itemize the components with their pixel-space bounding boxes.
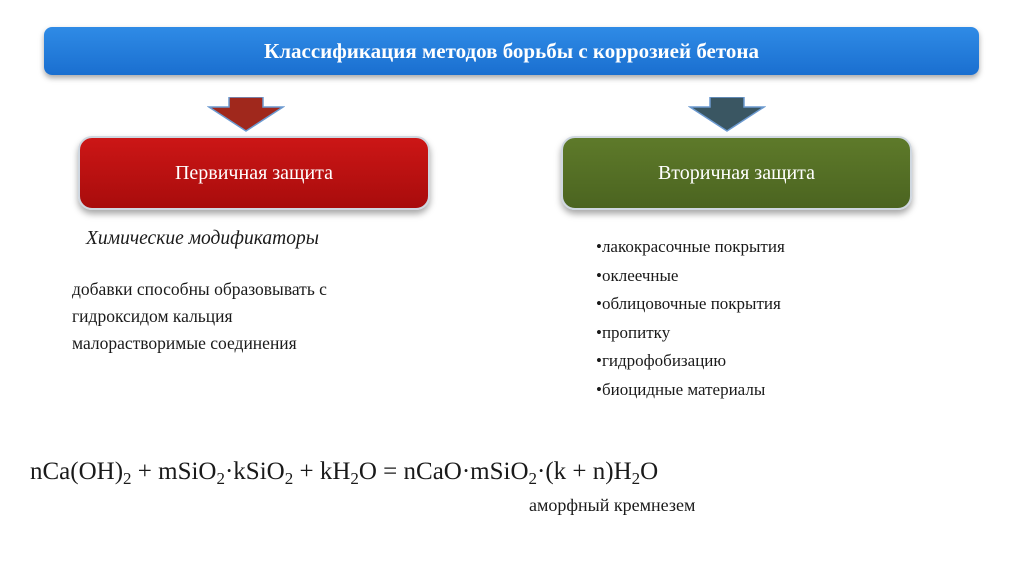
description-line: гидроксидом кальция	[72, 306, 233, 326]
arrow-down-icon-right	[688, 97, 766, 133]
secondary-protection-box	[561, 136, 912, 210]
equation-subscript: 2	[284, 469, 294, 488]
equation-subscript: 2	[528, 469, 538, 488]
list-item: •биоцидные материалы	[596, 379, 766, 399]
secondary-methods-list	[596, 233, 785, 404]
equation-part: + kH	[293, 458, 351, 485]
primary-protection-box	[78, 136, 430, 210]
equation-part: ·(k + n)H	[537, 458, 632, 485]
arrow-down-icon-left	[207, 97, 285, 133]
diagram-title-bar	[44, 27, 979, 75]
list-item: •гидрофобизацию	[596, 351, 727, 370]
equation-part: O = nCaO·mSiO	[358, 458, 529, 485]
amorphous-silica-caption: аморфный кремнезем	[529, 495, 696, 515]
diagram-title: Классификация методов борьбы с коррозией бетона	[263, 38, 760, 63]
list-item: •облицовочные покрытия	[596, 294, 781, 313]
primary-protection-label: Первичная защита	[174, 161, 334, 184]
list-item: •пропитку	[596, 322, 671, 342]
equation-subscript: 2	[631, 469, 641, 488]
equation-subscript: 2	[123, 469, 132, 488]
reaction-equation	[30, 458, 658, 486]
description-line: добавки способны образовывать с	[72, 279, 327, 299]
equation-part: + mSiO	[131, 458, 217, 485]
equation-subscript: 2	[216, 469, 225, 488]
equation-part: nCa(OH)	[30, 458, 124, 485]
equation-part: ·kSiO	[224, 458, 285, 485]
list-item: •оклеечные	[596, 265, 679, 285]
list-item: •лакокрасочные покрытия	[596, 237, 785, 256]
description-line: малорастворимые соединения	[72, 333, 297, 353]
chemical-modifiers-heading: Химические модификаторы	[86, 228, 319, 249]
primary-description	[72, 276, 452, 357]
equation-part: O	[640, 458, 659, 485]
equation-subscript: 2	[350, 469, 359, 488]
secondary-protection-label: Вторичная защита	[657, 161, 816, 184]
